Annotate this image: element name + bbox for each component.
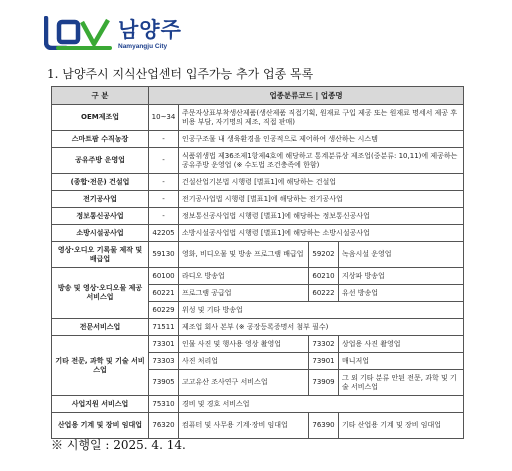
row-category: 전문서비스업	[52, 319, 149, 336]
table-row	[52, 225, 464, 242]
row-description: 영화, 비디오물 및 방송 프로그램 배급업	[179, 242, 309, 268]
row-code: -	[149, 174, 179, 191]
row-code: 73302	[309, 336, 339, 353]
row-category: 전기공사업	[52, 191, 149, 208]
row-code: 76320	[149, 413, 179, 439]
table-row	[52, 131, 464, 148]
row-description: 건설산업기본법 시행령 [별표1]에 해당하는 건설업	[179, 174, 464, 191]
row-category: 소방시설공사업	[52, 225, 149, 242]
row-code: 60221	[149, 285, 179, 302]
row-category: 스마트팜 수직농장	[52, 131, 149, 148]
row-category: 방송 및 영상·오디오물 제공 서비스업	[52, 268, 149, 319]
row-code: 73303	[149, 353, 179, 370]
row-code: 73301	[149, 336, 179, 353]
row-description: 컴퓨터 및 사무용 기계·장비 임대업	[179, 413, 309, 439]
row-description: 유선 방송업	[339, 285, 464, 302]
row-code: 76390	[309, 413, 339, 439]
document-title: 1. 남양주시 지식산업센터 입주가능 추가 업종 목록	[47, 67, 314, 81]
row-description: 매니저업	[339, 353, 464, 370]
row-description: 전기공사업법 시행령 [별표1]에 해당하는 전기공사업	[179, 191, 464, 208]
row-code: 42205	[149, 225, 179, 242]
row-code: 60222	[309, 285, 339, 302]
row-code: 73905	[149, 370, 179, 396]
logo-name: 남양주	[118, 18, 182, 42]
row-code: 60229	[149, 302, 179, 319]
row-code: -	[149, 131, 179, 148]
table-row	[52, 413, 464, 439]
row-description: 인물 사진 및 행사용 영상 촬영업	[179, 336, 309, 353]
row-description: 상업용 사진 촬영업	[339, 336, 464, 353]
namyangju-logo-mark	[44, 16, 114, 50]
row-code: 10~34	[149, 105, 179, 131]
row-description: 사진 처리업	[179, 353, 309, 370]
table-row	[52, 148, 464, 174]
row-description: 식품위생법 제36조제1항제4호에 해당하고 통계분류상 제조업(중분류: 10,11)에 제공하는 공유주방 운영업 (※ 수도법 조건충족에 한함)	[179, 148, 464, 174]
row-description: 소방시설공사업법 시행령 [별표1]에 해당하는 소방시설공사업	[179, 225, 464, 242]
table-row	[52, 336, 464, 353]
row-description: 위성 및 기타 방송업	[179, 302, 464, 319]
row-category: 공유주방 운영업	[52, 148, 149, 174]
row-code: -	[149, 148, 179, 174]
logo-subtitle: Namyangju City	[118, 43, 168, 50]
row-description: 정보통신공사업법 시행령 [별표1]에 해당하는 정보통신공사업	[179, 208, 464, 225]
effective-date-note: ※ 시행일 : 2025. 4. 14.	[51, 438, 186, 452]
row-code: 73909	[309, 370, 339, 396]
row-code: -	[149, 208, 179, 225]
row-category: 정보통신공사업	[52, 208, 149, 225]
industry-table	[51, 86, 464, 439]
row-category: 기타 전문, 과학 및 기술 서비스업	[52, 336, 149, 396]
table-row	[52, 242, 464, 268]
namyangju-logo	[44, 14, 194, 60]
row-code: 71511	[149, 319, 179, 336]
row-description: 녹음시설 운영업	[339, 242, 464, 268]
row-description: 주문자상표부착생산제품(생산제품 직접기획, 원재료 구입 제공 또는 원재료 명세서 제공 후 비용 부담, 자기명의 제조, 직접 판매)	[179, 105, 464, 131]
row-category: (종합·전문) 건설업	[52, 174, 149, 191]
row-category: 영상·오디오 기록물 제작 및 배급업	[52, 242, 149, 268]
table-row	[52, 268, 464, 285]
row-category: 산업용 기계 및 장비 임대업	[52, 413, 149, 439]
row-category: 사업지원 서비스업	[52, 396, 149, 413]
header-code-name: 업종분류코드 | 업종명	[149, 87, 464, 105]
row-code: 73901	[309, 353, 339, 370]
table-row	[52, 174, 464, 191]
row-code: 59130	[149, 242, 179, 268]
row-description: 인공구조물 내 생육환경을 인공적으로 제어하여 생산하는 시스템	[179, 131, 464, 148]
row-code: 59202	[309, 242, 339, 268]
row-code: 75310	[149, 396, 179, 413]
row-description: 라디오 방송업	[179, 268, 309, 285]
row-description: 지상파 방송업	[339, 268, 464, 285]
row-description: 그 외 기타 분류 안된 전문, 과학 및 기술 서비스업	[339, 370, 464, 396]
row-code: 60100	[149, 268, 179, 285]
table-row	[52, 396, 464, 413]
row-description: 기타 산업용 기계 및 장비 임대업	[339, 413, 464, 439]
row-description: 프로그램 공급업	[179, 285, 309, 302]
table-row	[52, 208, 464, 225]
row-code: -	[149, 191, 179, 208]
row-description: 경비 및 경호 서비스업	[179, 396, 464, 413]
table-row	[52, 105, 464, 131]
row-category: OEM제조업	[52, 105, 149, 131]
row-code: 60210	[309, 268, 339, 285]
table-row	[52, 191, 464, 208]
table-header-row	[52, 87, 464, 105]
row-description: 제조업 회사 본부 (※ 공장등록증명서 첨부 필수)	[179, 319, 464, 336]
header-category: 구 분	[52, 87, 149, 105]
row-description: 고고유산 조사연구 서비스업	[179, 370, 309, 396]
table-row	[52, 319, 464, 336]
